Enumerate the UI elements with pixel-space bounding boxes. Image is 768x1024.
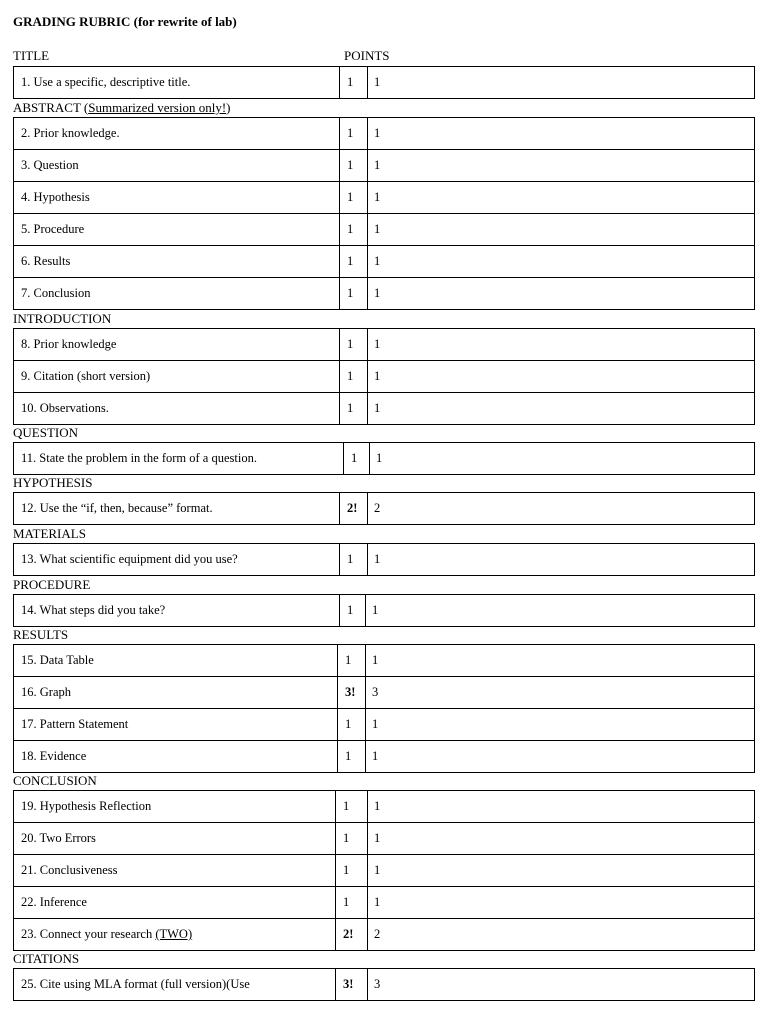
points-score: 1 <box>368 182 755 214</box>
points-value: 1 <box>336 791 368 823</box>
table-row <box>14 544 755 576</box>
question-section-label: QUESTION <box>13 425 78 440</box>
points-value: 2! <box>340 493 368 525</box>
table-row <box>14 919 755 951</box>
points-score: 1 <box>368 278 755 310</box>
table-row <box>14 361 755 393</box>
criterion-text: 18. Evidence <box>14 741 338 773</box>
points-value: 1 <box>340 246 368 278</box>
criterion-text: 13. What scientific equipment did you use? <box>14 544 340 576</box>
points-value: 1 <box>340 393 368 425</box>
hypothesis-section-label: HYPOTHESIS <box>13 475 93 490</box>
title-table <box>13 66 755 99</box>
table-row <box>14 969 755 1001</box>
points-score: 2 <box>368 919 755 951</box>
points-value: 1 <box>336 823 368 855</box>
criterion-text: 5. Procedure <box>14 214 340 246</box>
materials-section-label: MATERIALS <box>13 526 86 541</box>
points-score: 1 <box>370 443 755 475</box>
criterion-text: 25. Cite using MLA format (full version)(Use <box>14 969 336 1001</box>
criterion-text-underlined: (TWO) <box>155 927 193 941</box>
criterion-text: 21. Conclusiveness <box>14 855 336 887</box>
criterion-text: 10. Observations. <box>14 393 340 425</box>
points-score: 1 <box>368 855 755 887</box>
conclusion-table <box>13 790 755 951</box>
points-score: 3 <box>368 969 755 1001</box>
points-score: 1 <box>368 329 755 361</box>
points-score: 1 <box>366 645 755 677</box>
points-value: 1 <box>340 595 366 627</box>
points-value: 1 <box>338 645 366 677</box>
materials-table <box>13 543 755 576</box>
introduction-section-label: INTRODUCTION <box>13 311 112 326</box>
points-score: 1 <box>368 150 755 182</box>
table-row <box>14 246 755 278</box>
table-row <box>14 677 755 709</box>
introduction-table <box>13 328 755 425</box>
points-column-heading: POINTS <box>344 48 390 63</box>
points-value: 3! <box>338 677 366 709</box>
points-value: 1 <box>340 67 368 99</box>
table-row <box>14 791 755 823</box>
criterion-text: 17. Pattern Statement <box>14 709 338 741</box>
points-score: 1 <box>368 887 755 919</box>
points-score: 1 <box>366 709 755 741</box>
points-value: 3! <box>336 969 368 1001</box>
table-row <box>14 855 755 887</box>
table-row <box>14 443 755 475</box>
points-score: 1 <box>368 823 755 855</box>
criterion-text: 9. Citation (short version) <box>14 361 340 393</box>
citations-section-label: CITATIONS <box>13 951 80 966</box>
points-score: 3 <box>366 677 755 709</box>
table-row <box>14 150 755 182</box>
procedure-table <box>13 594 755 627</box>
points-value: 2! <box>336 919 368 951</box>
criterion-text <box>14 919 336 951</box>
points-score: 1 <box>368 67 755 99</box>
points-score: 2 <box>368 493 755 525</box>
criterion-text: 15. Data Table <box>14 645 338 677</box>
criterion-text: 8. Prior knowledge <box>14 329 340 361</box>
criterion-text: 3. Question <box>14 150 340 182</box>
hypothesis-table <box>13 492 755 525</box>
table-row <box>14 329 755 361</box>
criterion-text: 19. Hypothesis Reflection <box>14 791 336 823</box>
results-section-label: RESULTS <box>13 627 69 642</box>
points-score: 1 <box>368 393 755 425</box>
citations-table <box>13 968 755 1001</box>
table-row <box>14 182 755 214</box>
table-row <box>14 393 755 425</box>
abstract-table <box>13 117 755 310</box>
points-value: 1 <box>344 443 370 475</box>
abstract-label-text: ABSTRACT ( <box>13 100 89 115</box>
points-value: 1 <box>340 278 368 310</box>
abstract-label-underlined: Summarized version only! <box>88 100 227 115</box>
points-value: 1 <box>340 544 368 576</box>
procedure-section-label: PROCEDURE <box>13 577 91 592</box>
points-score: 1 <box>368 118 755 150</box>
question-table <box>13 442 755 475</box>
points-value: 1 <box>340 150 368 182</box>
criterion-text: 12. Use the “if, then, because” format. <box>14 493 340 525</box>
table-row <box>14 493 755 525</box>
criterion-text: 1. Use a specific, descriptive title. <box>14 67 340 99</box>
points-value: 1 <box>336 855 368 887</box>
results-table <box>13 644 755 773</box>
points-score: 1 <box>366 741 755 773</box>
points-score: 1 <box>368 214 755 246</box>
table-row <box>14 214 755 246</box>
abstract-section-label <box>13 100 231 115</box>
points-value: 1 <box>340 361 368 393</box>
points-score: 1 <box>368 791 755 823</box>
criterion-text: 16. Graph <box>14 677 338 709</box>
table-row <box>14 741 755 773</box>
table-row <box>14 278 755 310</box>
title-section-label: TITLE <box>13 48 50 63</box>
points-score: 1 <box>368 544 755 576</box>
table-row <box>14 67 755 99</box>
points-value: 1 <box>338 741 366 773</box>
table-row <box>14 887 755 919</box>
criterion-text-main: 23. Connect your research <box>21 927 156 941</box>
table-row <box>14 595 755 627</box>
table-row <box>14 645 755 677</box>
table-row <box>14 118 755 150</box>
criterion-text: 22. Inference <box>14 887 336 919</box>
criterion-text: 14. What steps did you take? <box>14 595 340 627</box>
points-value: 1 <box>340 118 368 150</box>
conclusion-section-label: CONCLUSION <box>13 773 97 788</box>
criterion-text: 7. Conclusion <box>14 278 340 310</box>
points-value: 1 <box>340 182 368 214</box>
criterion-text: 11. State the problem in the form of a question. <box>14 443 344 475</box>
points-value: 1 <box>340 214 368 246</box>
table-row <box>14 823 755 855</box>
criterion-text: 2. Prior knowledge. <box>14 118 340 150</box>
criterion-text: 6. Results <box>14 246 340 278</box>
column-headings <box>13 48 755 65</box>
page-title: GRADING RUBRIC (for rewrite of lab) <box>13 14 237 29</box>
points-score: 1 <box>366 595 755 627</box>
points-value: 1 <box>336 887 368 919</box>
points-value: 1 <box>340 329 368 361</box>
criterion-text: 4. Hypothesis <box>14 182 340 214</box>
points-value: 1 <box>338 709 366 741</box>
criterion-text: 20. Two Errors <box>14 823 336 855</box>
points-score: 1 <box>368 246 755 278</box>
abstract-label-end: ) <box>226 100 231 115</box>
points-score: 1 <box>368 361 755 393</box>
table-row <box>14 709 755 741</box>
